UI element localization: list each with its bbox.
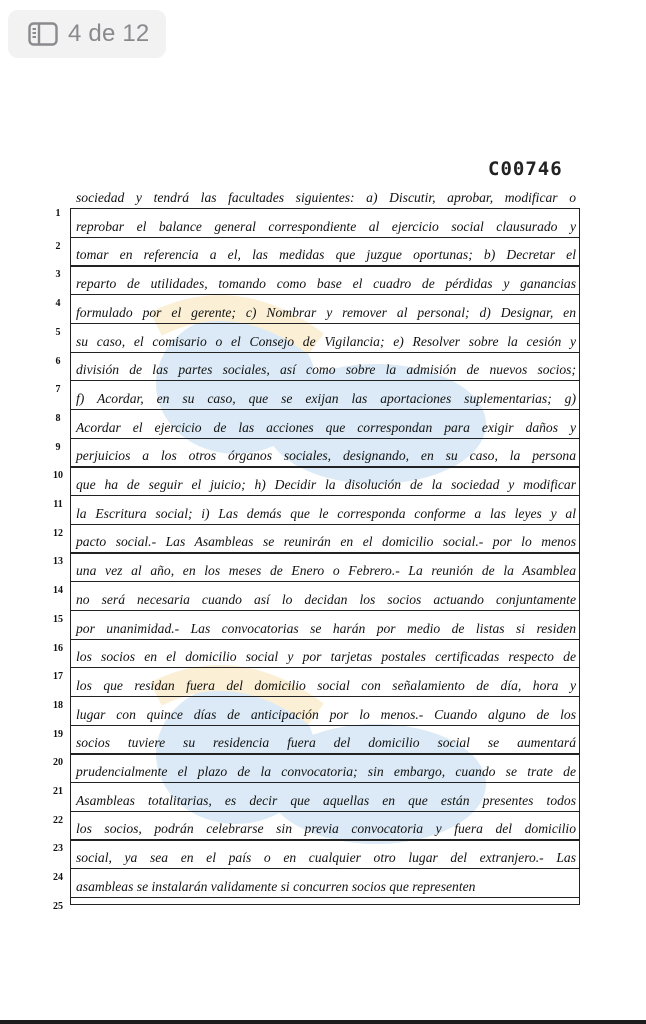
line-number: 6: [55, 355, 61, 367]
line-number: 20: [53, 757, 63, 769]
document-line: lugar con quince días de anticipación por lo menos.- Cuando alguno de los: [76, 706, 576, 722]
line-number: 18: [53, 699, 63, 711]
document-line: perjuicios a los otros órganos sociales, designando, en su caso, la persona: [76, 448, 576, 464]
document-line: tomar en referencia a el, las medidas que juzgue oportunas; b) Decretar el: [76, 247, 576, 263]
bottom-edge-bar: [0, 1020, 646, 1024]
line-number: 21: [53, 786, 63, 797]
document-line: f) Acordar, en su caso, que se exijan las aportaciones suplementarias; g): [76, 390, 576, 406]
document-line: los socios, podrán celebrarse sin previa convocatoria y fuera del domicilio: [76, 821, 576, 837]
page-indicator-label: 4 de 12: [68, 20, 150, 47]
document-line: los que residan fuera del domicilio social con señalamiento de día, hora y: [76, 677, 576, 693]
document-line: la Escritura social; i) Las demás que le corresponda conforme a las leyes y al: [76, 505, 576, 521]
line-number: 4: [55, 298, 61, 310]
document-sheet: [46, 184, 586, 914]
document-line: que ha de seguir el juicio; h) Decidir la disolución de la sociedad y modificar: [76, 477, 576, 492]
line-number: 22: [53, 814, 63, 826]
line-number: 16: [53, 642, 63, 654]
document-line: prudencialmente el plazo de la convocatoria; sin embargo, cuando se trate de: [76, 764, 576, 779]
line-number: 8: [55, 412, 61, 424]
document-line: reprobar el balance general correspondiente al ejercicio social clausurado y: [76, 218, 576, 234]
line-number: 24: [53, 872, 63, 884]
line-number: 1: [55, 208, 61, 219]
line-number: 9: [55, 441, 61, 453]
document-line: sociedad y tendrá las facultades siguientes: a) Discutir, aprobar, modificar o: [76, 190, 576, 205]
document-line: social, ya sea en el país o en cualquier otro lugar del extranjero.- Las: [76, 850, 576, 866]
document-line: Acordar el ejercicio de las acciones que correspondan para exigir daños y: [76, 419, 576, 435]
document-line: reparto de utilidades, tomando como base el cuadro de pérdidas y ganancias: [76, 276, 576, 292]
line-number: 10: [53, 470, 63, 482]
line-number: 25: [53, 900, 63, 912]
line-number: 23: [53, 843, 63, 855]
document-line: división de las partes sociales, así como sobre la admisión de nuevos socios;: [76, 362, 576, 378]
line-number: 5: [55, 326, 61, 338]
document-line: una vez al año, en los meses de Enero o Febrero.- La reunión de la Asamblea: [76, 563, 576, 579]
line-number: 13: [53, 556, 63, 568]
line-number: 19: [53, 728, 63, 740]
document-stamp: C00746: [488, 158, 563, 180]
document-line: asambleas se instalarán validamente si concurren socios que representen: [76, 878, 476, 894]
line-number: 7: [55, 384, 61, 396]
document-line: formulado por el gerente; c) Nombrar y remover al personal; d) Designar, en: [76, 304, 576, 320]
document-line: su caso, el comisario o el Consejo de Vigilancia; e) Resolver sobre la cesión y: [76, 333, 576, 349]
line-number: 12: [53, 527, 63, 539]
document-line: por unanimidad.- Las convocatorias se harán por medio de listas si residen: [76, 620, 576, 636]
sidebar-panel-icon: [28, 22, 58, 46]
page-indicator-badge[interactable]: [8, 10, 166, 58]
line-number: 14: [53, 585, 63, 597]
document-line: no será necesaria cuando así lo decidan los socios actuando conjuntamente: [76, 591, 576, 607]
document-line: socios tuviere su residencia fuera del domicilio social se aumentará: [76, 735, 576, 751]
line-number: 3: [55, 269, 61, 281]
document-line: Asambleas totalitarias, es decir que aquellas en que están presentes todos: [76, 792, 576, 808]
document-line: pacto social.- Las Asambleas se reunirán en el domicilio social.- por lo menos: [76, 534, 576, 550]
line-number: 15: [53, 613, 63, 625]
line-number: 17: [53, 671, 63, 683]
document-line: los socios en el domicilio social y por tarjetas postales certificadas respecto de: [76, 649, 576, 665]
line-number: 11: [53, 499, 63, 510]
line-number: 2: [55, 240, 61, 252]
